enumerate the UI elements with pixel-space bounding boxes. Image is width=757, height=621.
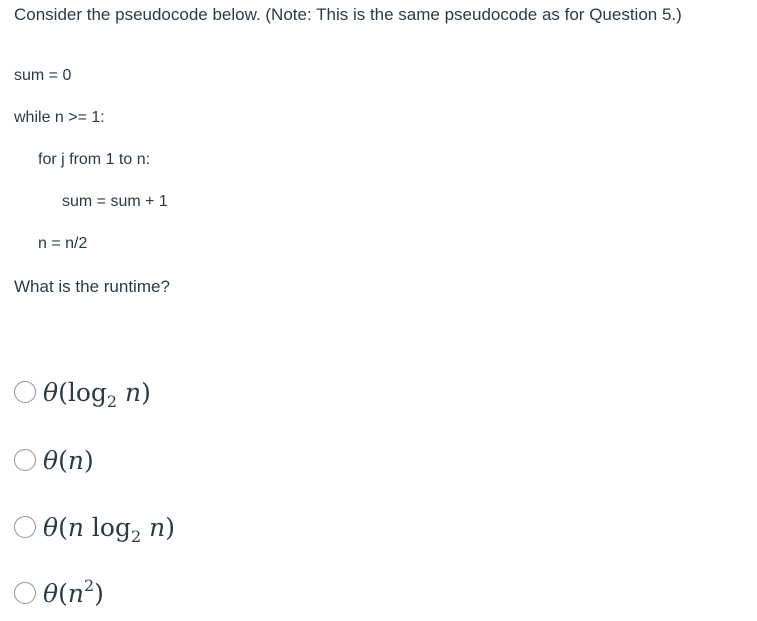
- code-line-4: sum = sum + 1: [62, 193, 168, 210]
- answer-label: θ(n): [43, 445, 94, 475]
- answer-label: θ(n $\log_2 n$): [43, 512, 175, 546]
- code-line-5: n = n/2: [38, 235, 88, 252]
- radio-unselected-icon[interactable]: [14, 582, 36, 604]
- code-line-2: while n >= 1:: [14, 109, 105, 126]
- answer-option-n[interactable]: [14, 438, 94, 482]
- radio-unselected-icon[interactable]: [14, 516, 36, 538]
- answer-option-n-log-n[interactable]: [14, 505, 175, 549]
- question-block: [14, 0, 749, 26]
- radio-unselected-icon[interactable]: [14, 449, 36, 471]
- answer-option-log-n[interactable]: [14, 370, 151, 414]
- answer-label: $\theta(n^2)$: [43, 575, 104, 608]
- radio-unselected-icon[interactable]: [14, 381, 36, 403]
- answer-label: $\theta(\log_2$ n): [43, 377, 151, 411]
- code-line-1: sum = 0: [14, 67, 72, 84]
- code-line-3: for j from 1 to n:: [38, 151, 151, 168]
- question-ask: What is the runtime?: [14, 277, 170, 296]
- answer-option-n-squared[interactable]: [14, 571, 104, 615]
- question-prompt: Consider the pseudocode below. (Note: This is the same pseudocode as for Question 5.): [14, 5, 682, 24]
